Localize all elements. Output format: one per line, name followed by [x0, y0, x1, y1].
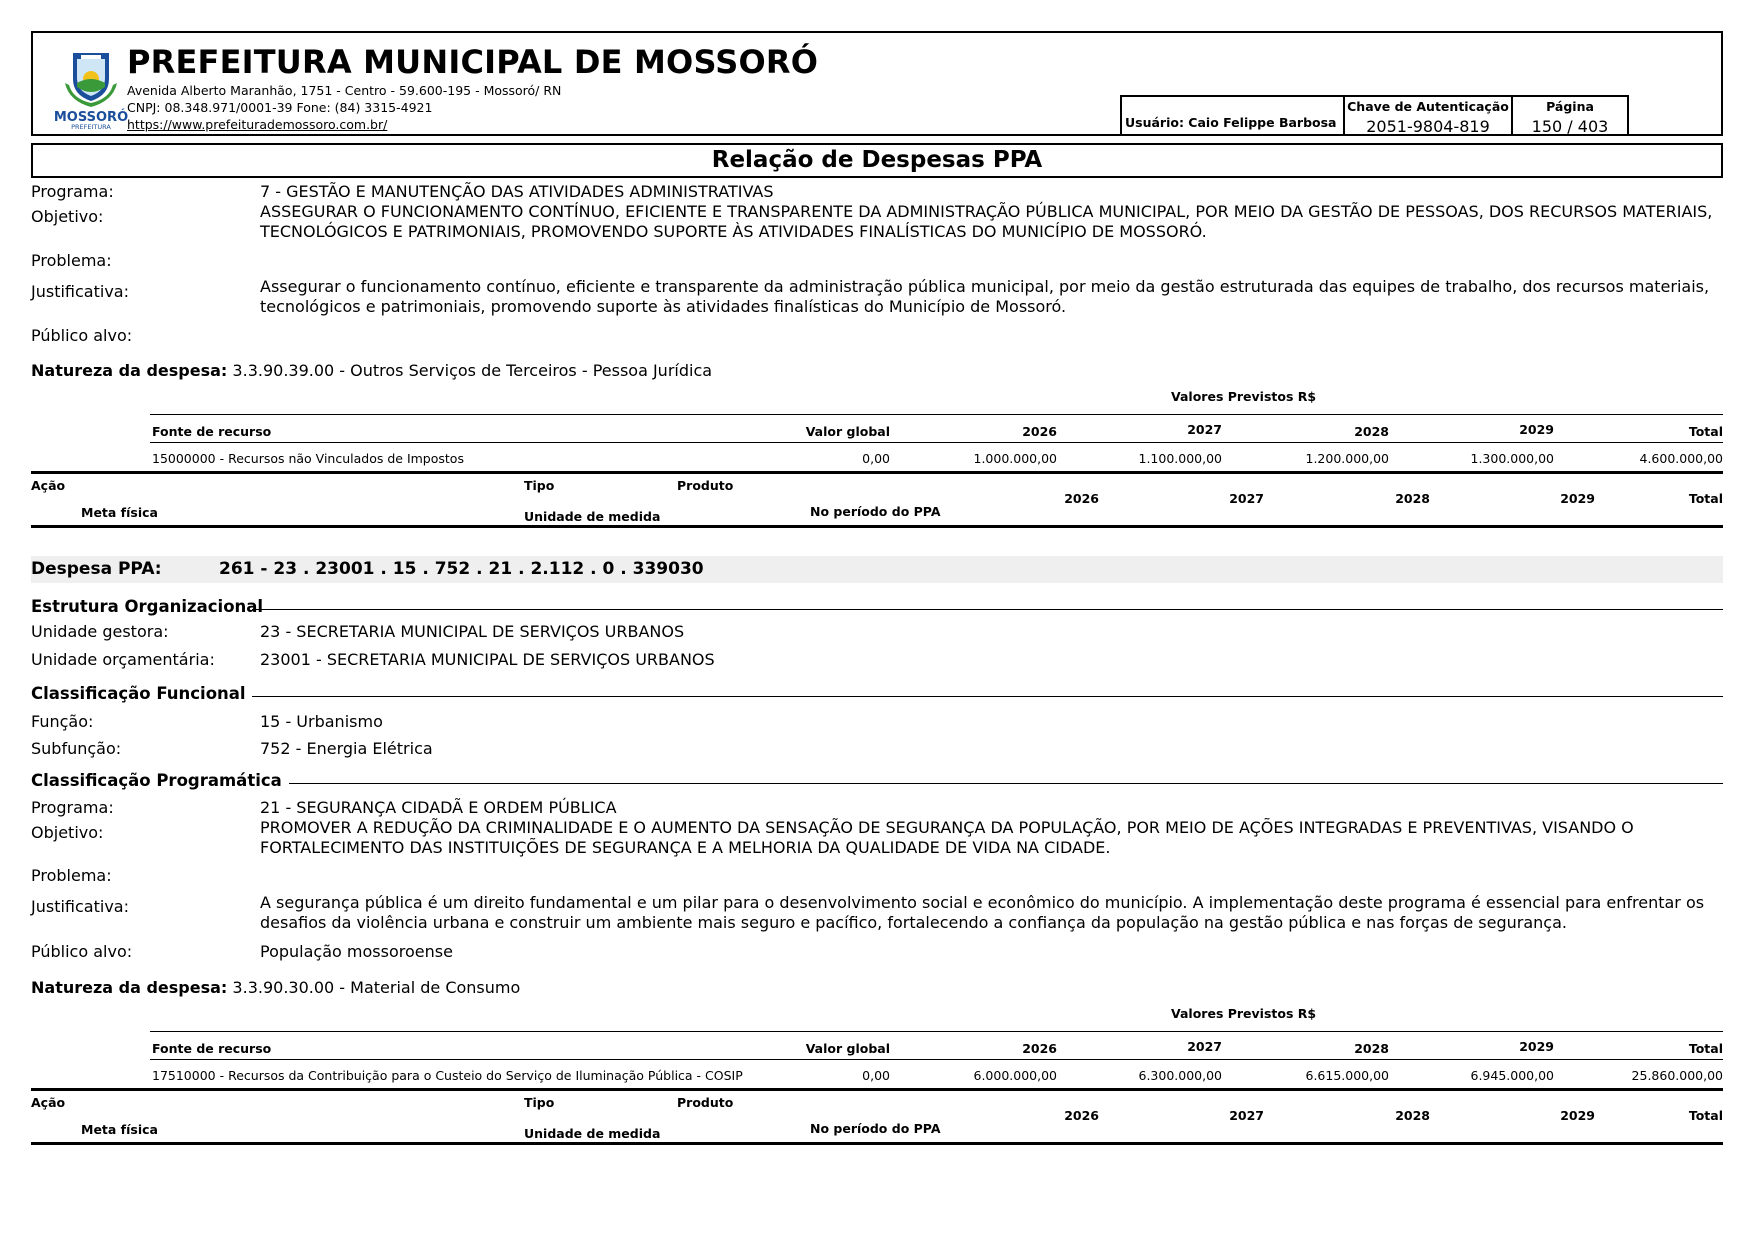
auth-key-value: 2051-9804-819 [1366, 117, 1490, 136]
meta-col-2028: 2028 [1395, 1108, 1430, 1123]
publico-alvo-label: Público alvo: [31, 326, 133, 345]
table-rule [150, 442, 1723, 443]
section-rule [252, 609, 1723, 610]
programa-label: Programa: [31, 798, 114, 817]
problema-label: Problema: [31, 866, 112, 885]
page-title: Relação de Despesas PPA [31, 143, 1723, 178]
valor-global-cell: 0,00 [862, 451, 890, 466]
value-2028-cell: 1.200.000,00 [1305, 451, 1389, 466]
col-valor-global: Valor global [805, 424, 890, 439]
value-2029-cell: 1.300.000,00 [1470, 451, 1554, 466]
table-rule [31, 525, 1723, 528]
estrutura-organizacional-heading: Estrutura Organizacional [31, 597, 264, 616]
col-produto: Produto [677, 478, 734, 493]
table-rule [31, 1142, 1723, 1145]
page-label: Página [1546, 99, 1594, 114]
total-cell: 25.860.000,00 [1631, 1068, 1723, 1083]
valor-global-cell: 0,00 [862, 1068, 890, 1083]
section-rule [252, 696, 1723, 697]
natureza-label: Natureza da despesa: [31, 361, 228, 380]
col-unidade-medida: Unidade de medida [524, 509, 661, 524]
justificativa-label: Justificativa: [31, 897, 129, 916]
auth-key-cell [1345, 95, 1513, 136]
value-2027-cell: 6.300.000,00 [1138, 1068, 1222, 1083]
programa-label: Programa: [31, 182, 114, 201]
page-value: 150 / 403 [1531, 117, 1609, 136]
col-acao: Ação [31, 478, 66, 493]
org-name: PREFEITURA MUNICIPAL DE MOSSORÓ [127, 43, 819, 81]
col-unidade-medida: Unidade de medida [524, 1126, 661, 1141]
despesa-ppa-code: 261 - 23 . 23001 . 15 . 752 . 21 . 2.112 . 0 . 339030 [219, 559, 704, 579]
table-rule [31, 471, 1723, 474]
col-2028: 2028 [1354, 1041, 1389, 1056]
publico-alvo-value: População mossoroense [260, 942, 453, 961]
valores-previstos-title: Valores Previstos R$ [1171, 389, 1317, 404]
justificativa-value: Assegurar o funcionamento contínuo, eficiente e transparente da administração pública municipal, por meio da gestão estruturada das equipes de trabalho, dos recursos materiais, tecnológicos e patrimoniais, promovendo suporte às atividades finalísticas do Município de Mossoró. [260, 277, 1710, 316]
total-cell: 4.600.000,00 [1639, 451, 1723, 466]
col-tipo: Tipo [524, 478, 555, 493]
table-rule [31, 1088, 1723, 1091]
objetivo-label: Objetivo: [31, 207, 104, 226]
natureza-label: Natureza da despesa: [31, 978, 228, 997]
col-no-periodo: No período do PPA [810, 504, 941, 519]
publico-alvo-label: Público alvo: [31, 942, 133, 961]
page-number-cell [1513, 95, 1629, 136]
meta-col-2027: 2027 [1229, 1108, 1264, 1123]
unidade-gestora-value: 23 - SECRETARIA MUNICIPAL DE SERVIÇOS URBANOS [260, 622, 685, 641]
meta-col-2027: 2027 [1229, 491, 1264, 506]
report-header [31, 31, 1723, 136]
value-2028-cell: 6.615.000,00 [1305, 1068, 1389, 1083]
natureza-despesa-row [31, 361, 712, 380]
meta-col-total: Total [1688, 491, 1723, 506]
despesa-ppa-label: Despesa PPA: [31, 559, 162, 579]
col-meta-fisica: Meta física [81, 505, 158, 520]
svg-text:PREFEITURA: PREFEITURA [71, 123, 111, 131]
natureza-despesa-row [31, 978, 520, 997]
natureza-value: 3.3.90.30.00 - Material de Consumo [232, 978, 521, 997]
fonte-cell: 15000000 - Recursos não Vinculados de Impostos [152, 451, 464, 466]
unidade-orcamentaria-label: Unidade orçamentária: [31, 650, 215, 669]
auth-key-label: Chave de Autenticação [1347, 99, 1509, 114]
svg-text:MOSSORÓ: MOSSORÓ [53, 110, 129, 125]
section-rule [289, 783, 1723, 784]
col-2027: 2027 [1187, 422, 1222, 437]
col-no-periodo: No período do PPA [810, 1121, 941, 1136]
org-website-link[interactable]: https://www.prefeiturademossoro.com.br/ [127, 117, 388, 132]
objetivo-value: ASSEGURAR O FUNCIONAMENTO CONTÍNUO, EFICIENTE E TRANSPARENTE DA ADMINISTRAÇÃO PÚBLICA MUNICIPAL, POR MEIO DA GESTÃO DE PESSOAS, DOS RECURSOS MATERIAIS, TECNOLÓGICOS E PATRIMONIAIS, PROMOVENDO SUPORTE ÀS ATIVIDADES FINALÍSTICAS DO MUNICÍPIO DE MOSSORÓ. [260, 202, 1713, 241]
value-2027-cell: 1.100.000,00 [1138, 451, 1222, 466]
meta-col-2029: 2029 [1560, 491, 1595, 506]
valores-previstos-title: Valores Previstos R$ [1171, 1006, 1317, 1021]
objetivo-label: Objetivo: [31, 823, 104, 842]
justificativa-value: A segurança pública é um direito fundamental e um pilar para o desenvolvimento social e econômico do município. A implementação deste programa é essencial para enfrentar os desafios da violência urbana e construir um ambiente mais seguro e pacífico, fortalecendo a confiança da população na gestão pública e nas forças de segurança. [260, 893, 1705, 932]
col-2028: 2028 [1354, 424, 1389, 439]
org-contact: CNPJ: 08.348.971/0001-39 Fone: (84) 3315-4921 [127, 100, 433, 115]
objetivo-value: PROMOVER A REDUÇÃO DA CRIMINALIDADE E O AUMENTO DA SENSAÇÃO DE SEGURANÇA DA POPULAÇÃO, POR MEIO DE AÇÕES INTEGRADAS E PREVENTIVAS, VISANDO O FORTALECIMENTO DAS INSTITUIÇÕES DE SEGURANÇA E A MELHORIA DA QUALIDADE DE VIDA NA CIDADE. [260, 818, 1634, 857]
meta-col-2026: 2026 [1064, 491, 1099, 506]
meta-col-2026: 2026 [1064, 1108, 1099, 1123]
funcao-value: 15 - Urbanismo [260, 712, 383, 731]
user-field: Usuário: Caio Felippe Barbosa [1120, 95, 1345, 136]
problema-label: Problema: [31, 251, 112, 270]
col-total: Total [1688, 424, 1723, 439]
programa-value: 7 - GESTÃO E MANUTENÇÃO DAS ATIVIDADES ADMINISTRATIVAS [260, 182, 774, 201]
classificacao-funcional-heading: Classificação Funcional [31, 684, 246, 703]
col-2026: 2026 [1022, 1041, 1057, 1056]
subfuncao-value: 752 - Energia Elétrica [260, 739, 433, 758]
col-2026: 2026 [1022, 424, 1057, 439]
funcao-label: Função: [31, 712, 94, 731]
meta-col-2028: 2028 [1395, 491, 1430, 506]
value-2026-cell: 1.000.000,00 [973, 451, 1057, 466]
meta-col-2029: 2029 [1560, 1108, 1595, 1123]
col-2029: 2029 [1519, 1039, 1554, 1054]
municipal-logo [51, 45, 131, 131]
col-fonte: Fonte de recurso [152, 1041, 272, 1056]
unidade-orcamentaria-value: 23001 - SECRETARIA MUNICIPAL DE SERVIÇOS URBANOS [260, 650, 715, 669]
subfuncao-label: Subfunção: [31, 739, 122, 758]
table-rule [150, 1031, 1723, 1032]
col-valor-global: Valor global [805, 1041, 890, 1056]
col-tipo: Tipo [524, 1095, 555, 1110]
coat-of-arms-icon [51, 45, 131, 131]
table-rule [150, 1059, 1723, 1060]
col-acao: Ação [31, 1095, 66, 1110]
meta-col-total: Total [1688, 1108, 1723, 1123]
col-meta-fisica: Meta física [81, 1122, 158, 1137]
col-2029: 2029 [1519, 422, 1554, 437]
natureza-value: 3.3.90.39.00 - Outros Serviços de Terceiros - Pessoa Jurídica [232, 361, 713, 380]
table-rule [150, 414, 1723, 415]
org-address: Avenida Alberto Maranhão, 1751 - Centro - 59.600-195 - Mossoró/ RN [127, 83, 562, 98]
fonte-cell: 17510000 - Recursos da Contribuição para o Custeio do Serviço de Iluminação Pública - COSIP [152, 1068, 743, 1083]
col-produto: Produto [677, 1095, 734, 1110]
programa-value: 21 - SEGURANÇA CIDADÃ E ORDEM PÚBLICA [260, 798, 617, 817]
despesa-ppa-bar [31, 556, 1723, 583]
value-2029-cell: 6.945.000,00 [1470, 1068, 1554, 1083]
col-2027: 2027 [1187, 1039, 1222, 1054]
unidade-gestora-label: Unidade gestora: [31, 622, 169, 641]
value-2026-cell: 6.000.000,00 [973, 1068, 1057, 1083]
col-total: Total [1688, 1041, 1723, 1056]
justificativa-label: Justificativa: [31, 282, 129, 301]
col-fonte: Fonte de recurso [152, 424, 272, 439]
classificacao-programatica-heading: Classificação Programática [31, 771, 282, 790]
